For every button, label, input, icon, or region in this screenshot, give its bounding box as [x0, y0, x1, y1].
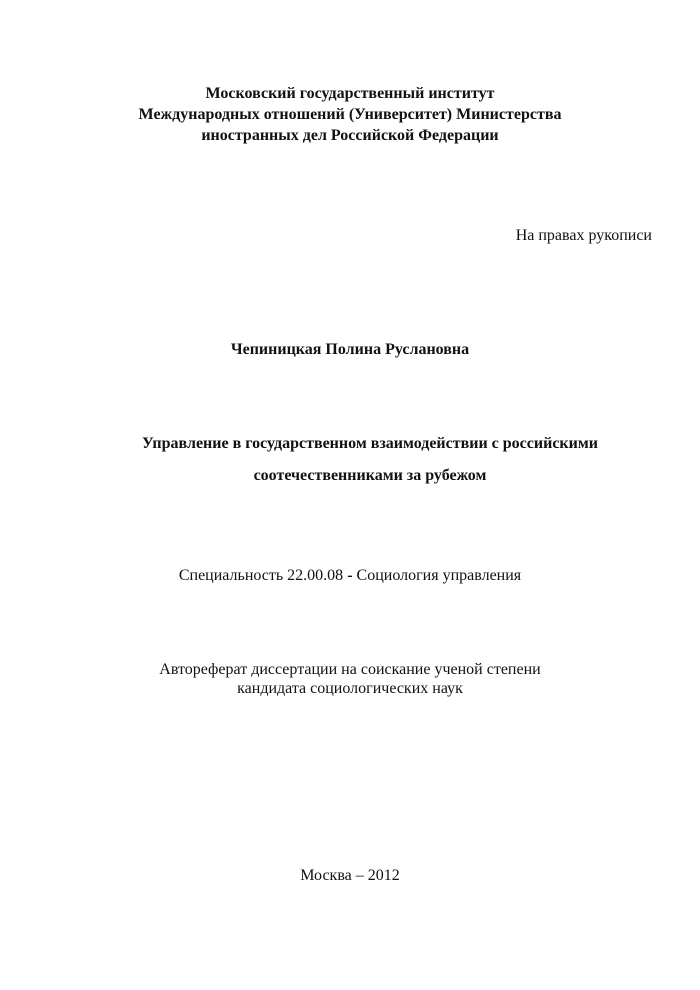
abstract-description [0, 660, 700, 698]
specialty-dash: - [343, 567, 357, 584]
city-year: Москва – 2012 [300, 867, 400, 884]
institution-line-1: Московский государственный институт [205, 85, 495, 102]
rights-note: На правах рукописи [515, 227, 652, 244]
author-name: Чепиницкая Полина Руслановна [230, 341, 470, 358]
institution-line-3: иностранных дел Российской Федерации [201, 127, 499, 144]
title-line-2: соотечественниками за рубежом [253, 467, 487, 484]
title-line-1: Управление в государственном взаимодействии с российскими [142, 435, 598, 452]
dissertation-title [40, 428, 700, 492]
institution-line-2: Международных отношений (Университет) Министерства [138, 106, 562, 123]
abstract-line-2: кандидата социологических наук [237, 680, 463, 697]
specialty-code: Специальность 22.00.08 [178, 567, 344, 584]
specialty-name: Социология управления [356, 567, 522, 584]
institution-header [0, 83, 700, 146]
abstract-line-1: Автореферат диссертации на соискание ученой степени [159, 661, 541, 678]
specialty-line [0, 566, 700, 586]
